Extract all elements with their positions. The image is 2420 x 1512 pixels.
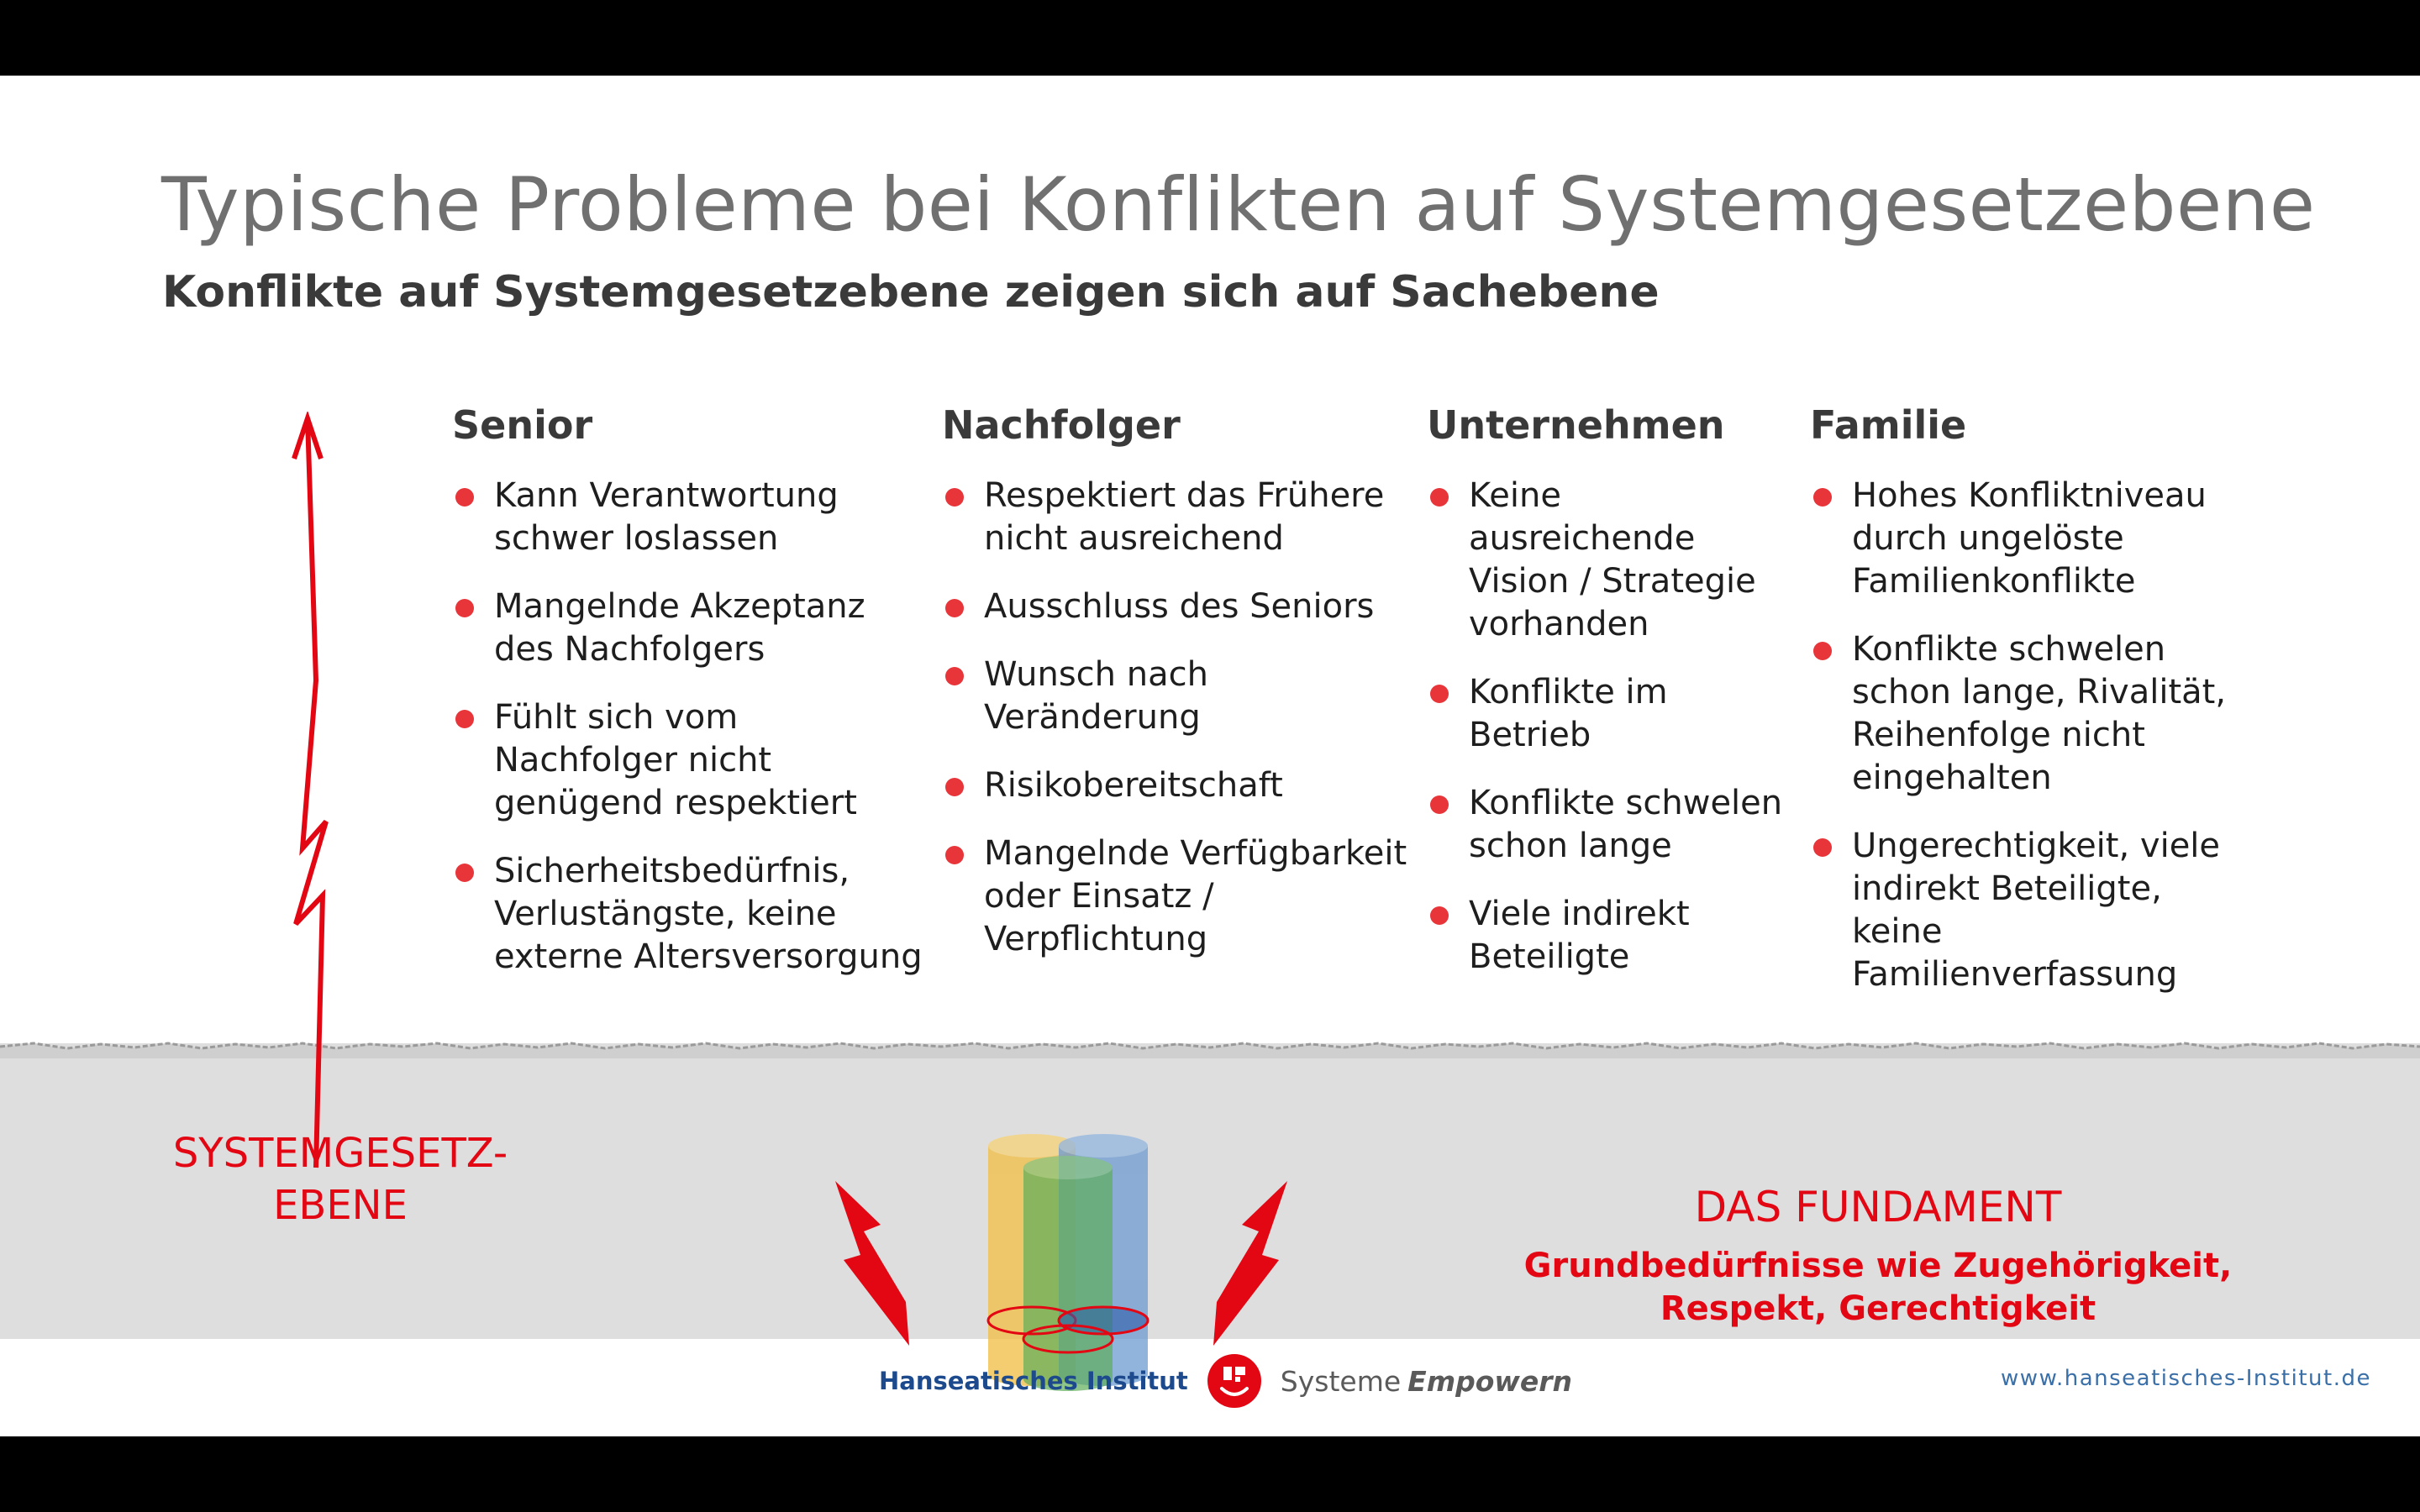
list-item: Konflikte im Betrieb [1427, 671, 1788, 757]
column-heading: Unternehmen [1427, 402, 1725, 448]
page-title: Typische Probleme bei Konflikten auf Systemgesetzebene [161, 161, 2316, 248]
list-item: Risikobereitschaft [942, 764, 1413, 807]
list-item: Konflikte schwelen schon lange, Rivalität, Reihenfolge nicht eingehalten [1810, 628, 2255, 800]
bullet-icon [1430, 795, 1449, 814]
org-name: Hanseatisches Institut [879, 1367, 1188, 1395]
column-unternehmen [1427, 403, 1788, 1004]
list-item: Mangelnde Akzeptanz des Nachfolgers [452, 585, 923, 671]
foundation-text: Grundbedürfnisse wie Zugehörigkeit, Respekt, Gerechtigkeit [1523, 1247, 2233, 1328]
slide [0, 76, 2420, 1436]
bullet-icon [945, 599, 964, 617]
column-familie [1810, 403, 2255, 1021]
column-heading: Nachfolger [942, 402, 1181, 448]
website-link[interactable]: www.hanseatisches-Institut.de [2001, 1366, 2371, 1391]
bullet-icon [455, 599, 474, 617]
bullet-icon [455, 488, 474, 507]
bullet-icon [945, 846, 964, 864]
column-senior [452, 403, 923, 1004]
lightning-arrow-icon [269, 412, 370, 1184]
lightning-bolt-icon [832, 1178, 916, 1346]
list-item: Respektiert das Frühere nicht ausreichend [942, 475, 1413, 560]
bullet-icon [945, 667, 964, 685]
bullet-icon [1430, 906, 1449, 925]
foundation-title: DAS FUNDAMENT [1694, 1183, 2062, 1231]
brand-text-emphasis: Empowern [1407, 1364, 1573, 1398]
column-heading: Familie [1810, 402, 1967, 448]
bullet-icon [1430, 488, 1449, 507]
list-item: Hohes Konfliktniveau durch ungelöste Familienkonflikte [1810, 475, 2255, 603]
level-label: SYSTEMGESETZ- EBENE [172, 1130, 508, 1229]
list-item: Ungerechtigkeit, viele indirekt Beteiligte, keine Familienverfassung [1810, 825, 2255, 996]
institute-logo-icon [1207, 1353, 1262, 1409]
bullet-icon [945, 488, 964, 507]
list-item: Sicherheitsbedürfnis, Verlustängste, keine externe Altersversorgung [452, 850, 923, 979]
list-item: Mangelnde Verfügbarkeit oder Einsatz / Verpflichtung [942, 832, 1413, 961]
bullet-icon [1813, 642, 1832, 660]
brand-text: Systeme [1280, 1364, 1402, 1398]
bullet-icon [455, 864, 474, 882]
bullet-icon [945, 778, 964, 796]
list-item: Fühlt sich vom Nachfolger nicht genügend respektiert [452, 696, 923, 825]
bullet-icon [1813, 488, 1832, 507]
lightning-bolt-icon [1207, 1178, 1291, 1346]
footer-logo [879, 1347, 1572, 1415]
bullet-icon [1813, 838, 1832, 857]
list-item: Viele indirekt Beteiligte [1427, 893, 1788, 979]
bullet-icon [455, 710, 474, 728]
list-item: Ausschluss des Seniors [942, 585, 1413, 628]
list-item: Konflikte schwelen schon lange [1427, 782, 1788, 868]
list-item: Keine ausreichende Vision / Strategie vorhanden [1427, 475, 1788, 646]
list-item: Wunsch nach Veränderung [942, 654, 1413, 739]
page-subtitle: Konflikte auf Systemgesetzebene zeigen sich auf Sachebene [162, 267, 1660, 318]
column-heading: Senior [452, 402, 593, 448]
bullet-icon [1430, 685, 1449, 703]
list-item: Kann Verantwortung schwer loslassen [452, 475, 923, 560]
column-nachfolger [942, 403, 1413, 986]
